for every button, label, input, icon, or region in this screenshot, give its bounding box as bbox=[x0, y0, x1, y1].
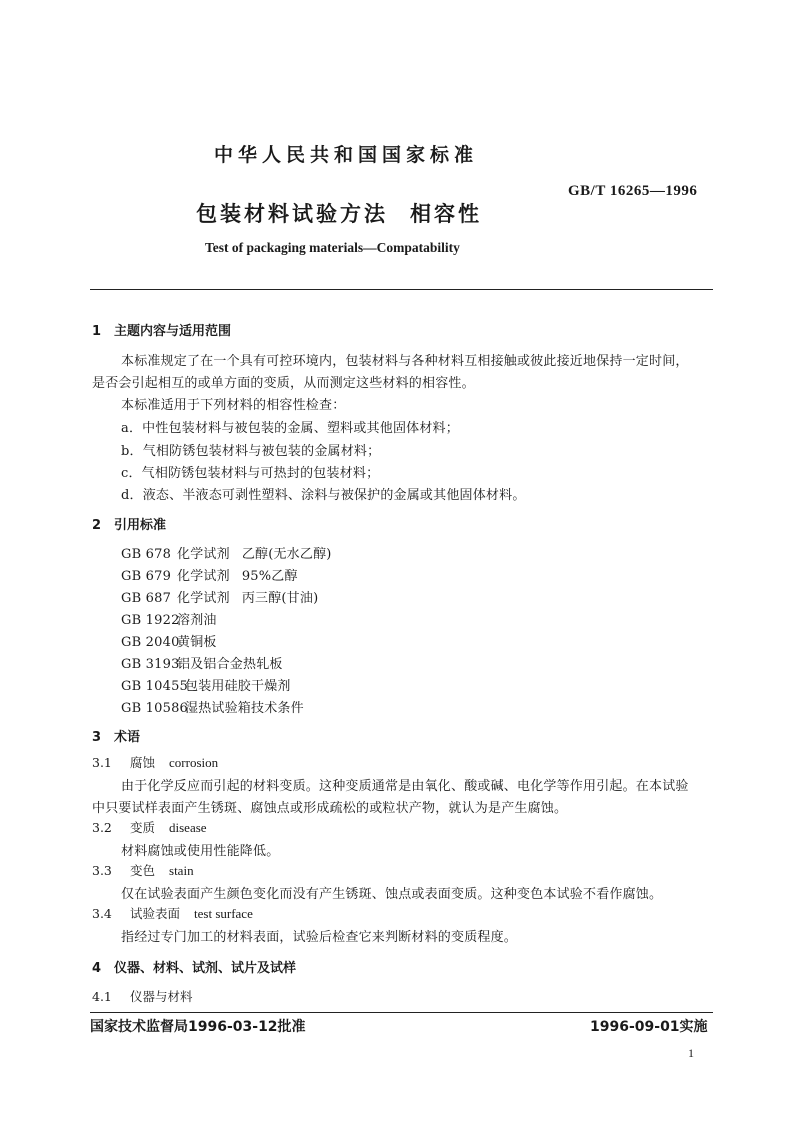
paragraph-line: 材料腐蚀或使用性能降低。 bbox=[121, 844, 280, 859]
list-item: d．液态、半液态可剥性塑料、涂料与被保护的金属或其他固体材料。 bbox=[121, 488, 526, 503]
reference-category: 化学试剂 bbox=[177, 569, 230, 584]
footer-divider bbox=[90, 1012, 713, 1013]
paragraph-line: 指经过专门加工的材料表面，试验后检查它来判断材料的变质程度。 bbox=[121, 930, 518, 945]
reference-name: 丙三醇(甘油) bbox=[241, 591, 319, 606]
term-heading bbox=[92, 818, 207, 836]
reference-code: GB 3193 bbox=[121, 657, 180, 672]
term-number: 3.3 bbox=[92, 863, 112, 878]
header-divider bbox=[90, 289, 713, 290]
reference-item bbox=[121, 697, 304, 716]
reference-item bbox=[121, 543, 332, 562]
title-sub: 相容性 bbox=[410, 202, 482, 226]
reference-name: 包装用硅胶干燥剂 bbox=[185, 679, 291, 694]
subsection-heading bbox=[92, 987, 193, 1005]
term-english: disease bbox=[169, 820, 207, 835]
reference-name: 铝及铝合金热轧板 bbox=[177, 657, 283, 672]
term-chinese: 试验表面 bbox=[130, 906, 181, 921]
section-4-heading bbox=[92, 957, 296, 976]
section-2-heading bbox=[92, 514, 166, 533]
reference-item bbox=[121, 587, 318, 606]
reference-name: 乙醇(无水乙醇) bbox=[241, 547, 332, 562]
section-3-heading bbox=[92, 726, 140, 745]
reference-category: 化学试剂 bbox=[177, 547, 230, 562]
reference-item bbox=[121, 565, 298, 584]
paragraph-line: 本标准适用于下列材料的相容性检查： bbox=[121, 398, 346, 413]
paragraph-line: 是否会引起相互的或单方面的变质，从而测定这些材料的相容性。 bbox=[92, 376, 475, 391]
paragraph-line: 本标准规定了在一个具有可控环境内，包装材料与各种材料互相接触或彼此接近地保持一定时间， bbox=[121, 354, 689, 369]
section-title: 主题内容与适用范围 bbox=[114, 324, 232, 339]
implementation-date: 1996-09-01实施 bbox=[590, 1019, 708, 1035]
reference-item bbox=[121, 653, 283, 672]
term-chinese: 变色 bbox=[130, 863, 156, 878]
reference-code: GB 679 bbox=[121, 569, 172, 584]
paragraph-line: 由于化学反应而引起的材料变质。这种变质通常是由氧化、酸或碱、电化学等作用引起。在本试验 bbox=[121, 779, 689, 794]
page-number: 1 bbox=[688, 1046, 694, 1060]
reference-category: 化学试剂 bbox=[177, 591, 230, 606]
reference-item bbox=[121, 609, 217, 628]
section-number: 4 bbox=[92, 961, 102, 976]
term-english: corrosion bbox=[169, 755, 219, 770]
section-number: 3 bbox=[92, 730, 102, 745]
section-number: 1 bbox=[92, 324, 102, 339]
english-title: Test of packaging materials—Compatability bbox=[205, 240, 460, 255]
term-chinese: 腐蚀 bbox=[130, 755, 156, 770]
term-english: test surface bbox=[194, 906, 253, 921]
national-standard-title: 中华人民共和国国家标准 bbox=[214, 144, 479, 166]
list-item: c．气相防锈包装材料与可热封的包装材料； bbox=[121, 466, 380, 481]
reference-code: GB 678 bbox=[121, 547, 172, 562]
subsection-title: 仪器与材料 bbox=[130, 989, 193, 1004]
term-english: stain bbox=[169, 863, 194, 878]
list-item: a．中性包装材料与被包装的金属、塑料或其他固体材料； bbox=[121, 421, 459, 436]
reference-name: 95%乙醇 bbox=[241, 569, 298, 584]
paragraph-line: 中只要试样表面产生锈斑、腐蚀点或形成疏松的或粒状产物，就认为是产生腐蚀。 bbox=[92, 801, 568, 816]
title-main: 包装材料试验方法 bbox=[196, 202, 388, 226]
term-chinese: 变质 bbox=[130, 820, 156, 835]
section-1-heading bbox=[92, 320, 231, 339]
section-title: 引用标准 bbox=[114, 518, 167, 533]
term-heading bbox=[92, 861, 194, 879]
reference-code: GB 10455 bbox=[121, 679, 189, 694]
list-item: b．气相防锈包装材料与被包装的金属材料； bbox=[121, 444, 381, 459]
reference-item bbox=[121, 675, 291, 694]
reference-item bbox=[121, 631, 217, 650]
reference-name: 湿热试验箱技术条件 bbox=[185, 701, 304, 716]
term-number: 3.1 bbox=[92, 755, 112, 770]
term-number: 3.2 bbox=[92, 820, 112, 835]
paragraph-line: 仅在试验表面产生颜色变化而没有产生锈斑、蚀点或表面变质。这种变色本试验不看作腐蚀。 bbox=[121, 887, 663, 902]
standard-number: GB/T 16265—1996 bbox=[568, 183, 698, 199]
term-number: 3.4 bbox=[92, 906, 112, 921]
reference-name: 黄铜板 bbox=[177, 635, 217, 650]
reference-code: GB 687 bbox=[121, 591, 172, 606]
term-heading bbox=[92, 753, 218, 771]
reference-code: GB 10586 bbox=[121, 701, 189, 716]
section-title: 术语 bbox=[114, 730, 141, 745]
section-number: 2 bbox=[92, 518, 102, 533]
approval-line: 国家技术监督局1996-03-12批准 bbox=[90, 1019, 306, 1035]
term-heading bbox=[92, 904, 253, 922]
subsection-number: 4.1 bbox=[92, 989, 112, 1004]
reference-code: GB 1922 bbox=[121, 613, 180, 628]
reference-name: 溶剂油 bbox=[177, 613, 217, 628]
document-title bbox=[196, 198, 482, 228]
section-title: 仪器、材料、试剂、试片及试样 bbox=[114, 961, 297, 976]
reference-code: GB 2040 bbox=[121, 635, 180, 650]
